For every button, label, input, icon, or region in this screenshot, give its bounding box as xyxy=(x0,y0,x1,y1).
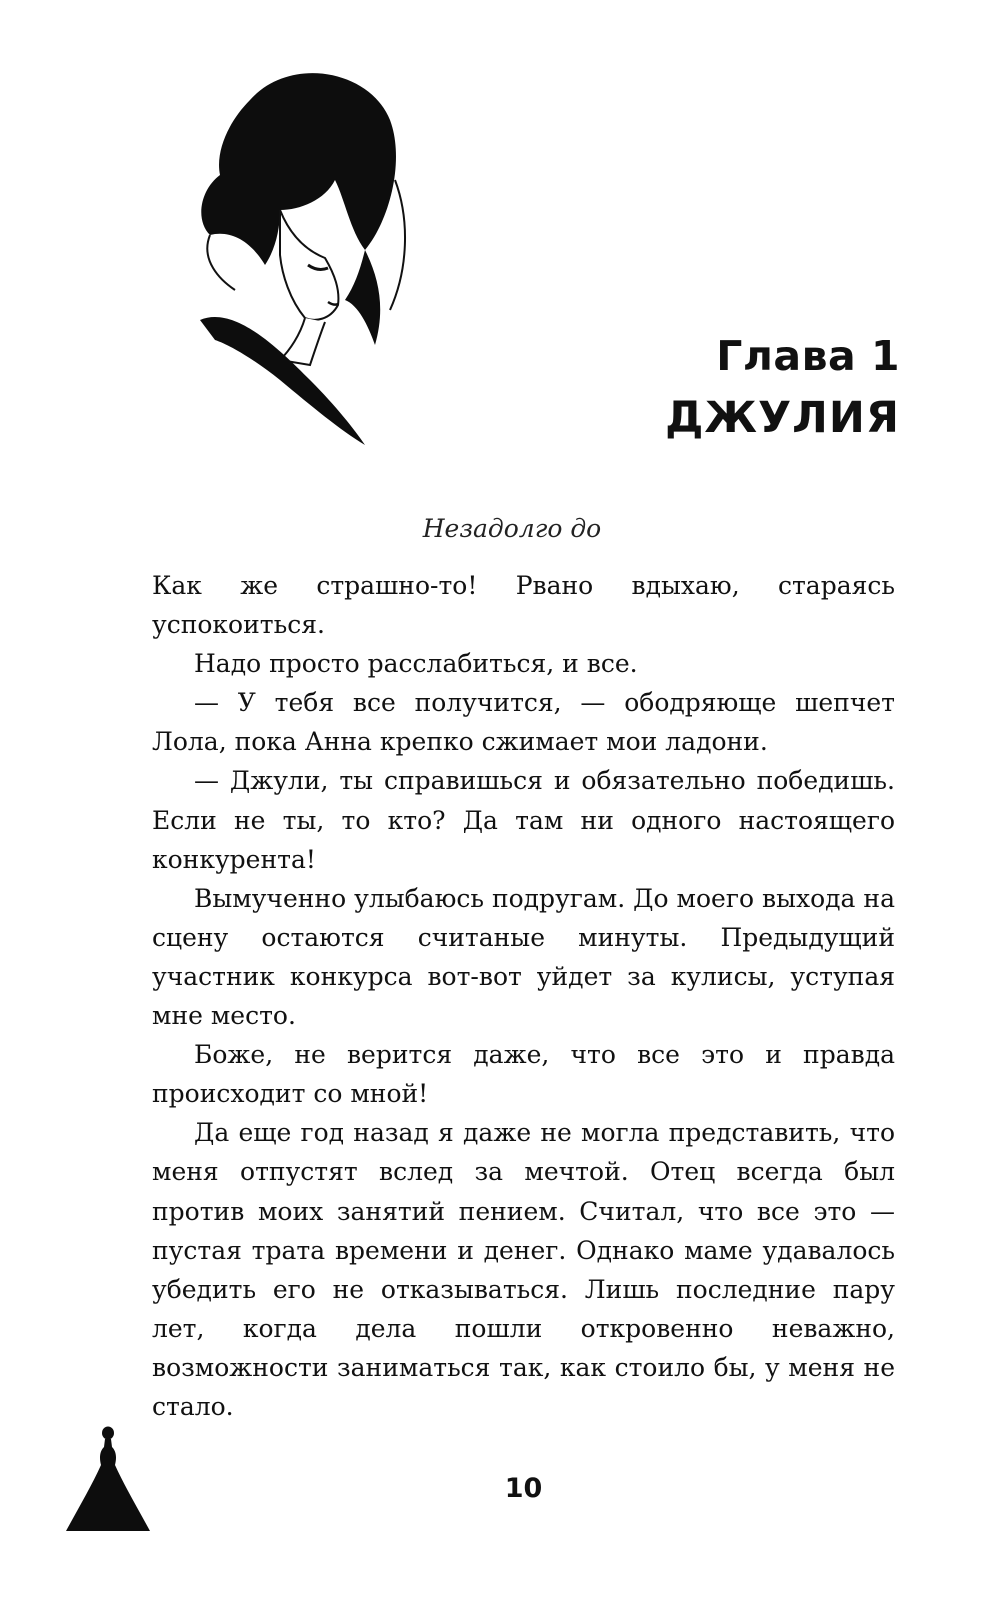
chapter-number: Глава 1 xyxy=(716,332,900,380)
woman-profile-illustration xyxy=(140,60,440,460)
body-text xyxy=(152,566,895,1426)
paragraph: — У тебя все получится, — ободряюще шепчет Лола, пока Анна крепко сжимает мои ладони. xyxy=(152,688,895,757)
chapter-heading xyxy=(665,325,900,449)
epigraph: Незадолго до xyxy=(422,514,602,543)
chapter-name: ДЖУЛИЯ xyxy=(665,393,900,443)
paragraph: Да еще год назад я даже не могла представить, что меня отпустят вслед за мечтой. Отец всегда был против моих занятий пением. Считал, что все это — пустая трата времени и денег. Однако маме удавалось убедить его не отказываться. Лишь последние пару лет, когда дела пошли откровенно неважно, возможности заниматься так, как стоило бы, у меня не стало. xyxy=(152,1118,895,1421)
paragraph: Как же страшно-то! Рвано вдыхаю, стараясь успокоиться. xyxy=(152,571,895,640)
paragraph: — Джули, ты справишься и обязательно победишь. Если не ты, то кто? Да там ни одного настоящего конкурента! xyxy=(152,766,895,874)
page-number: 10 xyxy=(504,1473,543,1504)
paragraph: Боже, не верится даже, что все это и правда происходит со мной! xyxy=(152,1040,895,1109)
paragraph: Вымученно улыбаюсь подругам. До моего выхода на сцену остаются считаные минуты. Предыдущий участник конкурса вот-вот уйдет за кулисы, уступая мне место. xyxy=(152,883,895,1031)
paragraph: Надо просто расслабиться, и все. xyxy=(194,649,638,679)
